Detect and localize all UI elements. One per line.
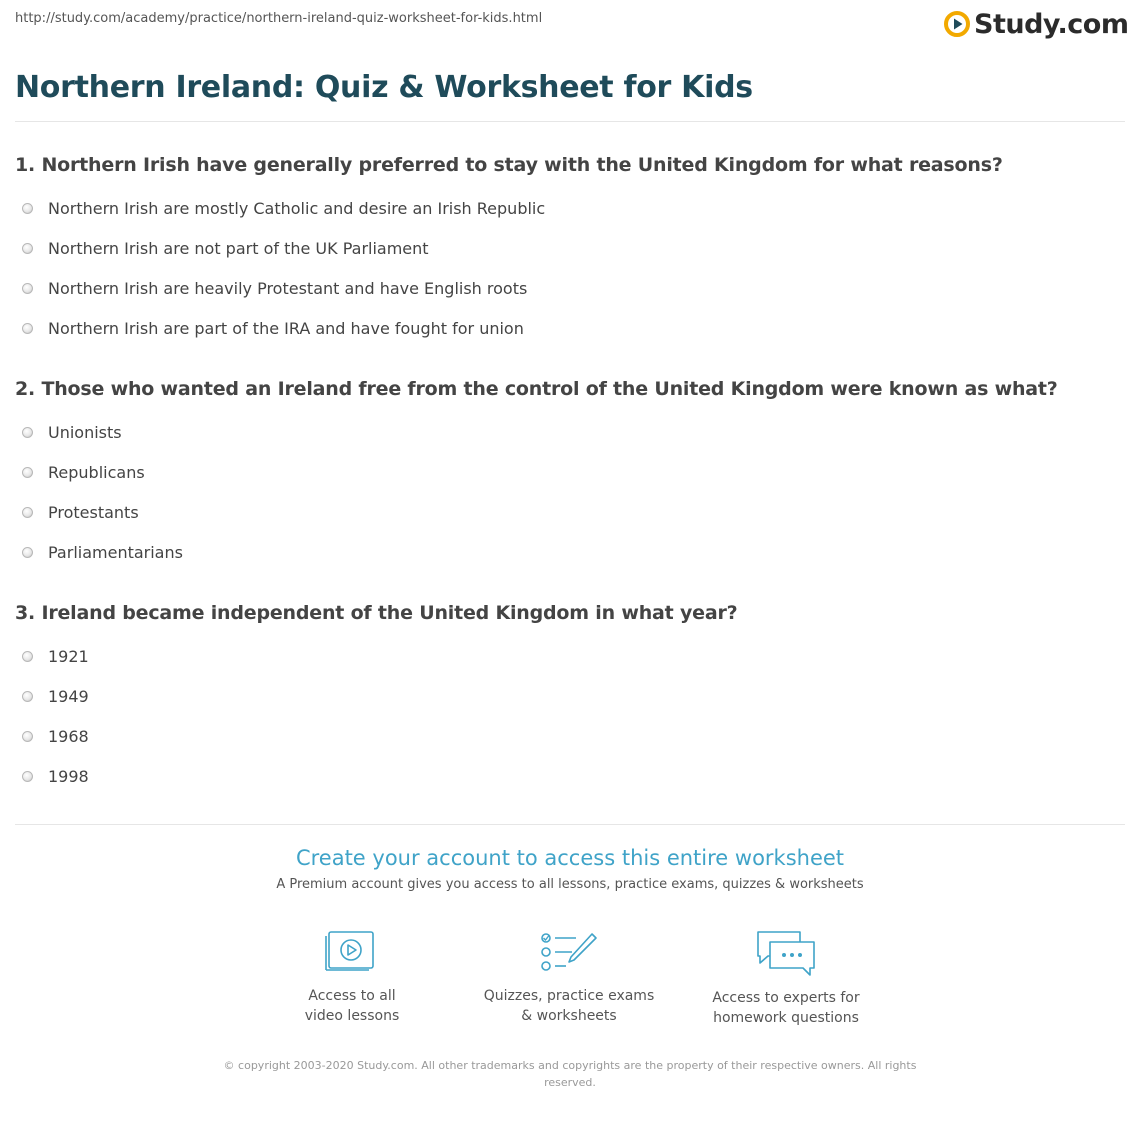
create-account-link[interactable]: Create your account to access this entire worksheet [295,846,845,870]
option-label: Republicans [48,462,145,482]
video-lesson-icon [325,930,379,974]
question-3-option-1[interactable] [22,645,89,667]
study-logo[interactable] [944,6,1128,42]
question-1-option-3[interactable] [22,277,527,299]
option-label: Northern Irish are not part of the UK Parliament [48,238,429,258]
page-title: Northern Ireland: Quiz & Worksheet for Kids [15,70,753,105]
copyright-notice [215,1057,925,1091]
radio-button[interactable] [22,731,33,742]
radio-button[interactable] [22,467,33,478]
copyright-line: © copyright 2003-2020 Study.com. All other trademarks and copyrights are the property of their respective owners. All rights [223,1059,917,1072]
question-2-option-3[interactable] [22,501,139,523]
question-2-option-1[interactable] [22,421,122,443]
question-1-option-2[interactable] [22,237,429,259]
feature-line: & worksheets [521,1008,617,1024]
question-1-option-4[interactable] [22,317,524,339]
question-1: 1. Northern Irish have generally preferred to stay with the United Kingdom for what reasons? [15,154,1003,176]
feature-line: Quizzes, practice exams [483,988,655,1004]
option-label: 1921 [48,646,89,666]
feature-line: Access to all [308,988,396,1004]
title-divider [15,121,1125,122]
feature-line: Access to experts for [712,990,860,1006]
feature-quizzes [469,930,669,1026]
radio-button[interactable] [22,771,33,782]
question-2: 2. Those who wanted an Ireland free from the control of the United Kingdom were known as what? [15,378,1058,400]
option-label: Unionists [48,422,122,442]
feature-line: video lessons [304,1008,400,1024]
option-label: Northern Irish are mostly Catholic and desire an Irish Republic [48,198,546,218]
option-label: 1949 [48,686,89,706]
radio-button[interactable] [22,547,33,558]
option-label: Protestants [48,502,139,522]
logo-wordmark: Study.com [974,8,1129,40]
feature-video-lessons [252,930,452,1026]
radio-button[interactable] [22,283,33,294]
radio-button[interactable] [22,691,33,702]
option-label: 1998 [48,766,89,786]
question-3: 3. Ireland became independent of the United Kingdom in what year? [15,602,738,624]
option-label: 1968 [48,726,89,746]
question-3-option-3[interactable] [22,725,89,747]
radio-button[interactable] [22,427,33,438]
chat-bubbles-icon [754,930,818,976]
option-label: Northern Irish are part of the IRA and have fought for union [48,318,524,338]
page-url: http://study.com/academy/practice/northern-ireland-quiz-worksheet-for-kids.html [15,11,543,26]
play-circle-logo-icon [944,11,970,37]
radio-button[interactable] [22,243,33,254]
radio-button[interactable] [22,323,33,334]
question-2-option-4[interactable] [22,541,183,563]
question-3-option-2[interactable] [22,685,89,707]
radio-button[interactable] [22,203,33,214]
radio-button[interactable] [22,507,33,518]
copyright-line: reserved. [544,1076,596,1089]
radio-button[interactable] [22,651,33,662]
question-1-option-1[interactable] [22,197,545,219]
feature-line: homework questions [713,1010,859,1026]
option-label: Northern Irish are heavily Protestant and have English roots [48,278,528,298]
question-2-option-2[interactable] [22,461,145,483]
feature-experts [686,930,886,1028]
premium-description: A Premium account gives you access to all lessons, practice exams, quizzes & worksheets [276,877,864,892]
option-label: Parliamentarians [48,542,183,562]
quiz-checklist-icon [540,930,598,974]
section-divider [15,824,1125,825]
question-3-option-4[interactable] [22,765,89,787]
